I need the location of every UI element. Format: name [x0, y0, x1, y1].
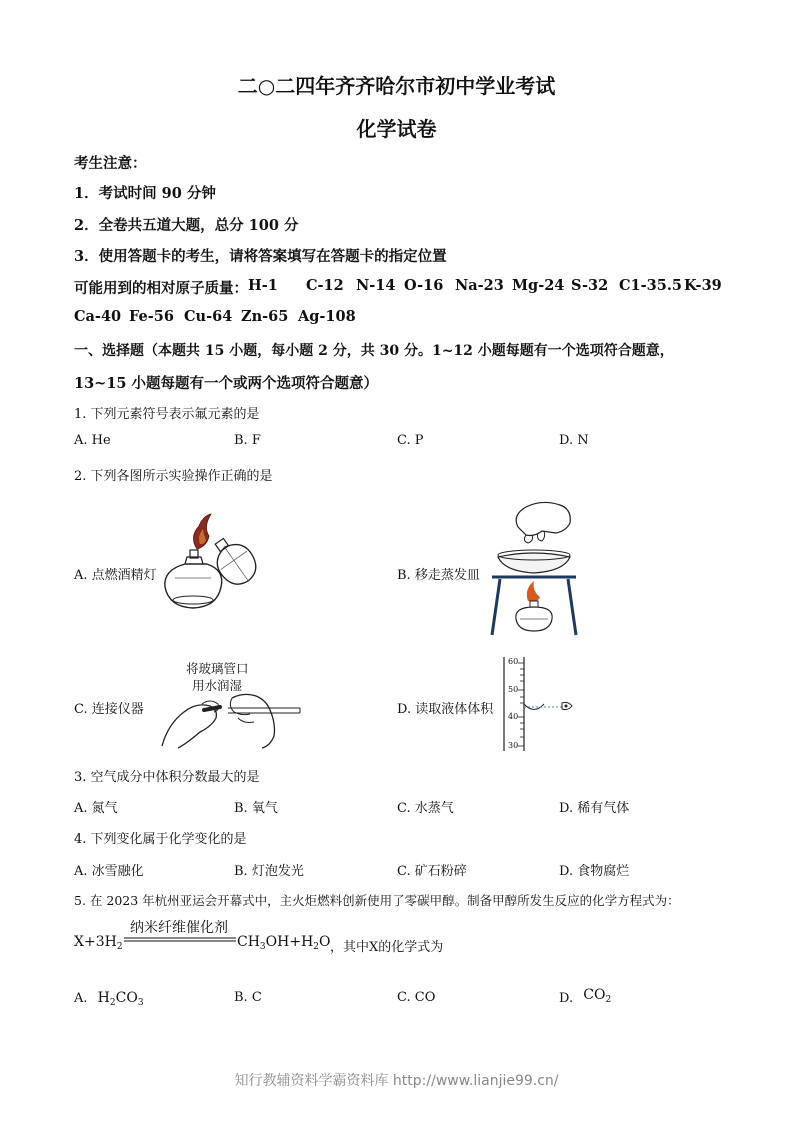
- graduated-cylinder-illustration: [498, 657, 578, 753]
- option-c: C. CO: [397, 990, 436, 1005]
- equation-products: $CH_3OH+H_2O$: [237, 934, 331, 952]
- cylinder-tick-label: 30: [508, 741, 519, 750]
- atomic-mass: H-1: [248, 277, 278, 294]
- option-d: D. $CO_2$: [559, 987, 612, 1006]
- figure-caption: 将玻璃管口: [186, 662, 249, 676]
- exam-subtitle: 化学试卷: [356, 117, 437, 141]
- connecting-apparatus-illustration: [158, 690, 303, 750]
- question-stem: 5. 在 2023 年杭州亚运会开幕式中，主火炬燃料创新使用了零碳甲醇。制备甲醇所发生反应的化学方程式为：: [74, 893, 680, 908]
- figure-caption: 用水润湿: [192, 679, 243, 693]
- section-heading: 13~15 小题每题有一个或两个选项符合题意）: [74, 375, 379, 392]
- option-a: A. 点燃酒精灯: [74, 568, 157, 583]
- option-d: D. 食物腐烂: [559, 864, 630, 879]
- atomic-mass: S-32: [571, 277, 609, 294]
- atomic-mass: N-14: [356, 277, 396, 294]
- section-heading: 一、选择题（本题共 15 小题，每小题 2 分，共 30 分。1~12 小题每题有一个选项符合题意，: [74, 343, 674, 359]
- reaction-condition: 纳米纤维催化剂: [130, 920, 228, 936]
- option-d: D. 稀有气体: [559, 801, 630, 816]
- option-a: A. 冰雪融化: [74, 864, 144, 879]
- question-stem: 2. 下列各图所示实验操作正确的是: [74, 469, 273, 484]
- equation-reactants: $X+3H_2$: [74, 934, 123, 952]
- atomic-mass: Fe-56: [129, 308, 174, 325]
- atomic-mass: C-12: [306, 277, 344, 294]
- option-b: B. 氧气: [234, 801, 278, 816]
- atomic-mass: Zn-65: [241, 308, 289, 325]
- equation-equals-sign: [124, 937, 236, 943]
- notice-item: 1．考试时间 90 分钟: [74, 185, 216, 202]
- question-stem: 3. 空气成分中体积分数最大的是: [74, 770, 260, 785]
- atomic-mass: Na-23: [455, 277, 504, 294]
- cylinder-tick-label: 50: [508, 685, 519, 694]
- option-c: C. 矿石粉碎: [397, 864, 467, 879]
- atomic-masses-label: 可能用到的相对原子质量：: [74, 280, 248, 297]
- option-a: A. 氮气: [74, 801, 118, 816]
- option-b: B. F: [234, 433, 261, 448]
- chemical-equation: [74, 934, 123, 952]
- option-c: C. P: [397, 433, 424, 448]
- atomic-mass: Ca-40: [74, 308, 122, 325]
- notice-item: 2．全卷共五道大题，总分 100 分: [74, 217, 299, 234]
- question-stem: 1. 下列元素符号表示氟元素的是: [74, 407, 260, 422]
- option-d: D. N: [559, 433, 589, 448]
- option-b: B. 灯泡发光: [234, 864, 304, 879]
- notice-item: 3．使用答题卡的考生，请将答案填写在答题卡的指定位置: [74, 248, 447, 265]
- exam-title: 二○二四年齐齐哈尔市初中学业考试: [237, 74, 556, 98]
- atomic-mass: Mg-24: [512, 277, 565, 294]
- footer-watermark: 知行教辅资料学霸资料库 http://www.lianjie99.cn/: [234, 1073, 559, 1089]
- option-b: B. C: [234, 990, 262, 1005]
- option-b: B. 移走蒸发皿: [397, 568, 480, 583]
- notice-heading: 考生注意：: [74, 155, 147, 172]
- cylinder-tick-label: 40: [508, 712, 519, 721]
- atomic-mass: Cu-64: [184, 308, 233, 325]
- atomic-mass: O-16: [404, 277, 444, 294]
- cylinder-tick-label: 60: [508, 657, 519, 666]
- option-a: A. He: [74, 433, 111, 448]
- option-c: C. 连接仪器: [74, 702, 144, 717]
- atomic-mass: C1-35.5: [619, 277, 682, 294]
- evaporating-dish-illustration: [486, 497, 582, 637]
- question-tail: ，其中X的化学式为: [330, 940, 444, 955]
- option-a: A. $H_2CO_3$: [74, 990, 144, 1008]
- option-d: D. 读取液体体积: [397, 702, 494, 717]
- option-c: C. 水蒸气: [397, 801, 454, 816]
- question-stem: 4. 下列变化属于化学变化的是: [74, 832, 247, 847]
- atomic-mass: Ag-108: [298, 308, 356, 325]
- atomic-mass: K-39: [684, 277, 722, 294]
- alcohol-lamp-illustration: [155, 512, 270, 622]
